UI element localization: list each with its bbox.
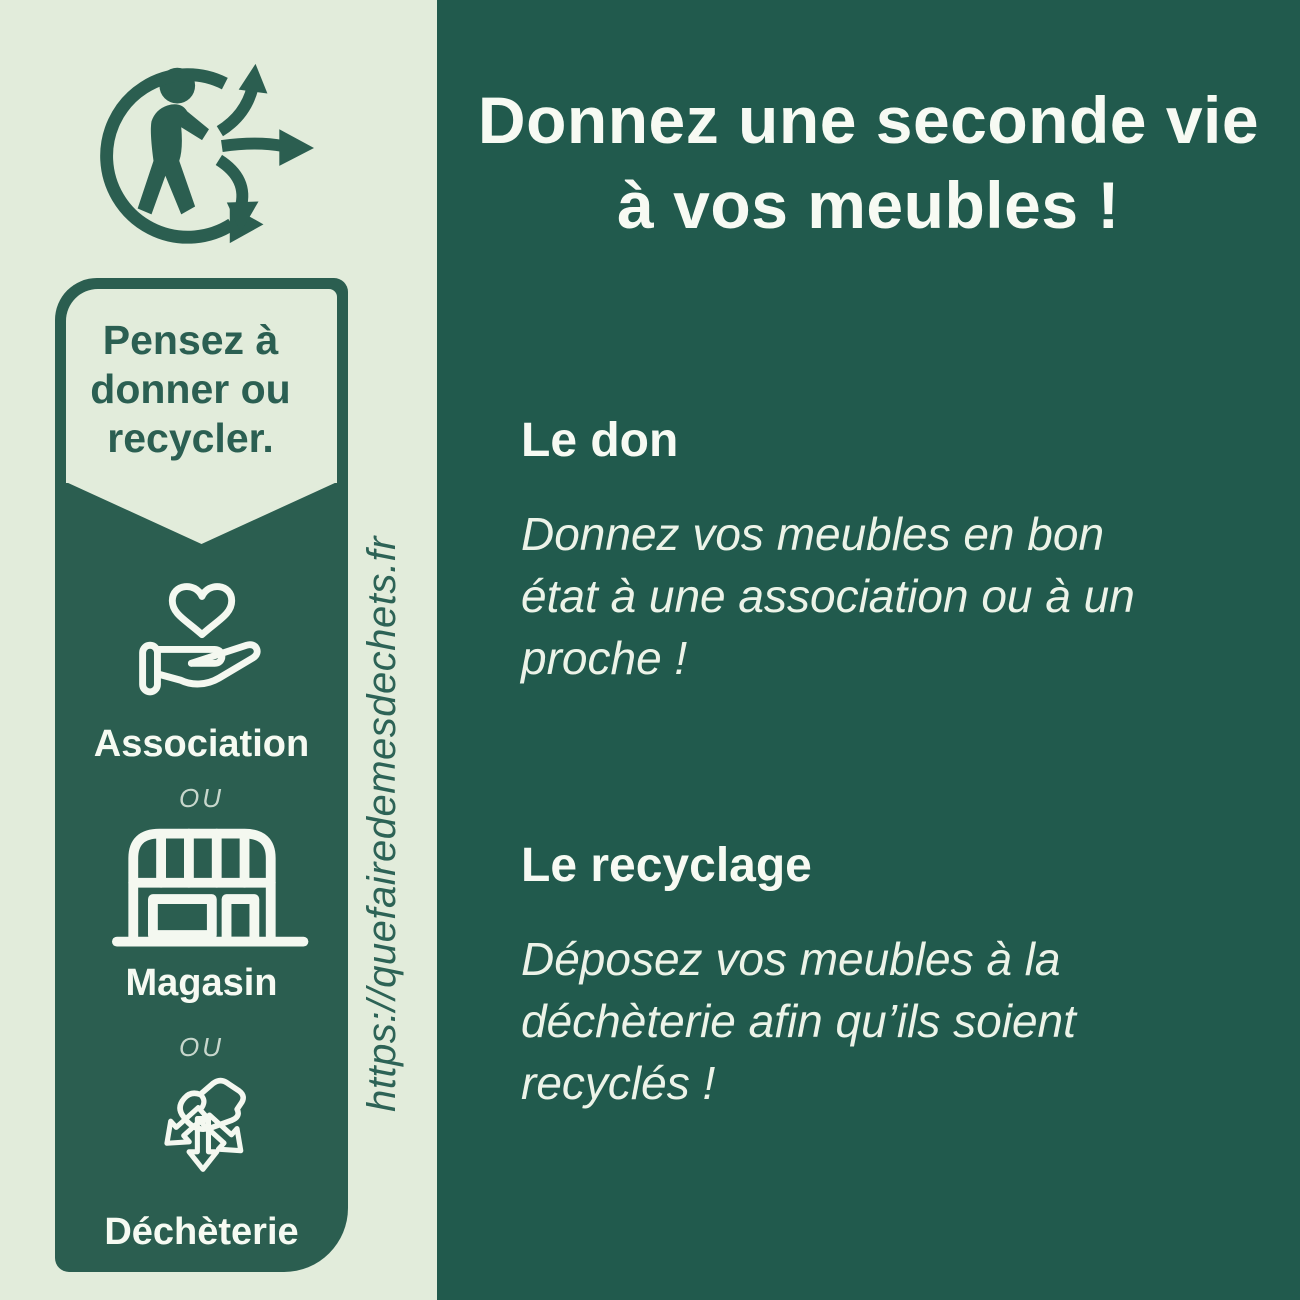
body-line: déchèterie afin qu’ils soient (521, 995, 1076, 1047)
triman-arrow-right (222, 144, 283, 146)
storefront-icon (94, 817, 310, 955)
or-separator: OU (179, 1032, 224, 1062)
option-label-magasin: Magasin (125, 962, 278, 1004)
section-heading-recyclage: Le recyclage (521, 839, 812, 892)
body-line: proche ! (521, 632, 688, 684)
donation-options-banner (55, 278, 348, 1272)
website-url: https://quefairedemesdechets.fr (360, 536, 404, 1112)
option-label-decheterie: Déchèterie (104, 1211, 299, 1253)
section-body-don (521, 503, 1260, 689)
content-panel (437, 0, 1300, 1300)
body-line: Donnez vos meubles en bon (521, 508, 1105, 560)
triman-arrow-down (219, 160, 242, 208)
triman-arrow-up-head (239, 64, 268, 94)
or-separator: OU (179, 783, 224, 813)
banner-pennant-tail (66, 482, 337, 544)
body-line: recyclés ! (521, 1057, 716, 1109)
title-line: à vos meubles ! (617, 168, 1120, 242)
section-heading-don: Le don (521, 414, 679, 467)
option-label-association: Association (93, 723, 310, 765)
pennant-line: recycler. (107, 415, 274, 461)
pennant-line: donner ou (90, 366, 291, 412)
page-title (437, 78, 1300, 248)
triman-body (138, 104, 209, 214)
triman-recycling-logo (90, 46, 322, 260)
title-line: Donnez une seconde vie (477, 83, 1260, 157)
pennant-line: Pensez à (102, 317, 279, 363)
triman-arrow-up (220, 88, 253, 132)
body-line: état à une association ou à un (521, 570, 1135, 622)
hand-holding-heart-icon (132, 571, 272, 711)
triman-arrow-right-head (279, 129, 314, 166)
hand-sorting-arrows-icon (141, 1076, 263, 1198)
body-line: Déposez vos meubles à la (521, 933, 1061, 985)
section-body-recyclage (521, 928, 1260, 1114)
pennant-message (55, 316, 326, 463)
